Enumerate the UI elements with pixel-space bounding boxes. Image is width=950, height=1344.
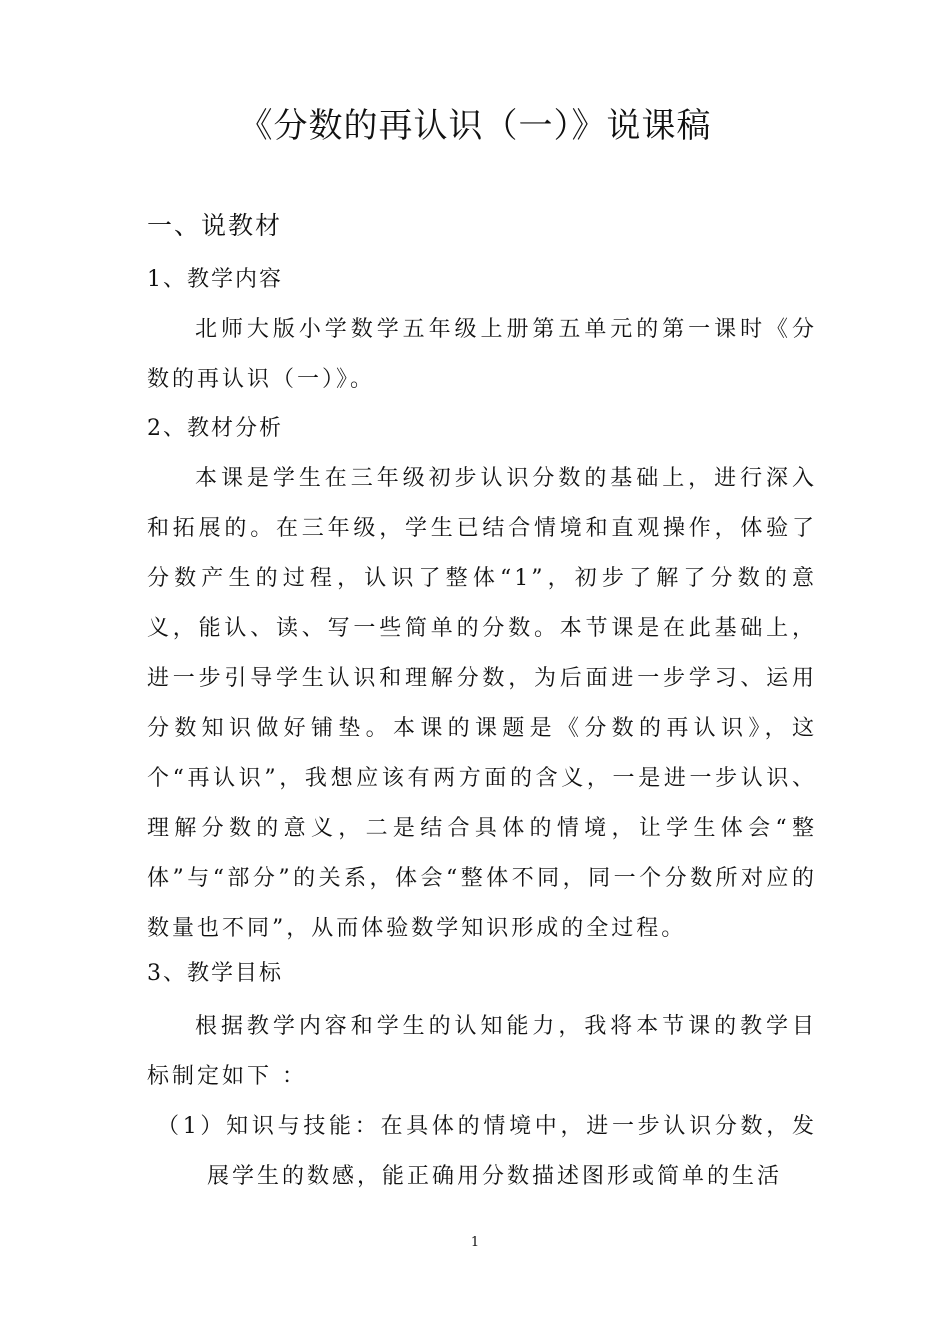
section-heading: 一、说教材 (147, 211, 283, 240)
paragraph-objectives: 根据教学内容和学生的认知能力，我将本节课的教学目标制定如下 ： (147, 1014, 817, 1089)
objective-item: （1）知识与技能：在具体的情境中，进一步认识分数，发展学生的数感，能正确用分数描述图形或简单的生活 (157, 1114, 817, 1189)
paragraph-analysis: 本课是学生在三年级初步认识分数的基础上，进行深入和拓展的。在三年级，学生已结合情境和直观操作，体验了分数产生的过程，认识了整体“1”，初步了解了分数的意义，能认、读、写一些简单的分数。本节课是在此基础上，进一步引导学生认识和理解分数，为后面进一步学习、运用分数知识做好铺垫。本课的课题是《分数的再认识》，这个“再认识”，我想应该有两方面的含义，一是进一步认识、理解分数的意义，二是结合具体的情境，让学生体会“整体”与“部分”的关系，体会“整体不同，同一个分数所对应的数量也不同”，从而体验数学知识形成的全过程。 (147, 466, 817, 941)
document-title: 《分数的再认识（一）》说课稿 (238, 106, 712, 146)
paragraph-content: 北师大版小学数学五年级上册第五单元的第一课时《分数的再认识（一）》。 (147, 317, 817, 392)
page-number: 1 (470, 1235, 480, 1250)
subsection-heading-analysis: 2、教材分析 (147, 416, 283, 441)
subsection-heading-content: 1、教学内容 (147, 267, 283, 292)
subsection-heading-objectives: 3、教学目标 (147, 961, 283, 986)
